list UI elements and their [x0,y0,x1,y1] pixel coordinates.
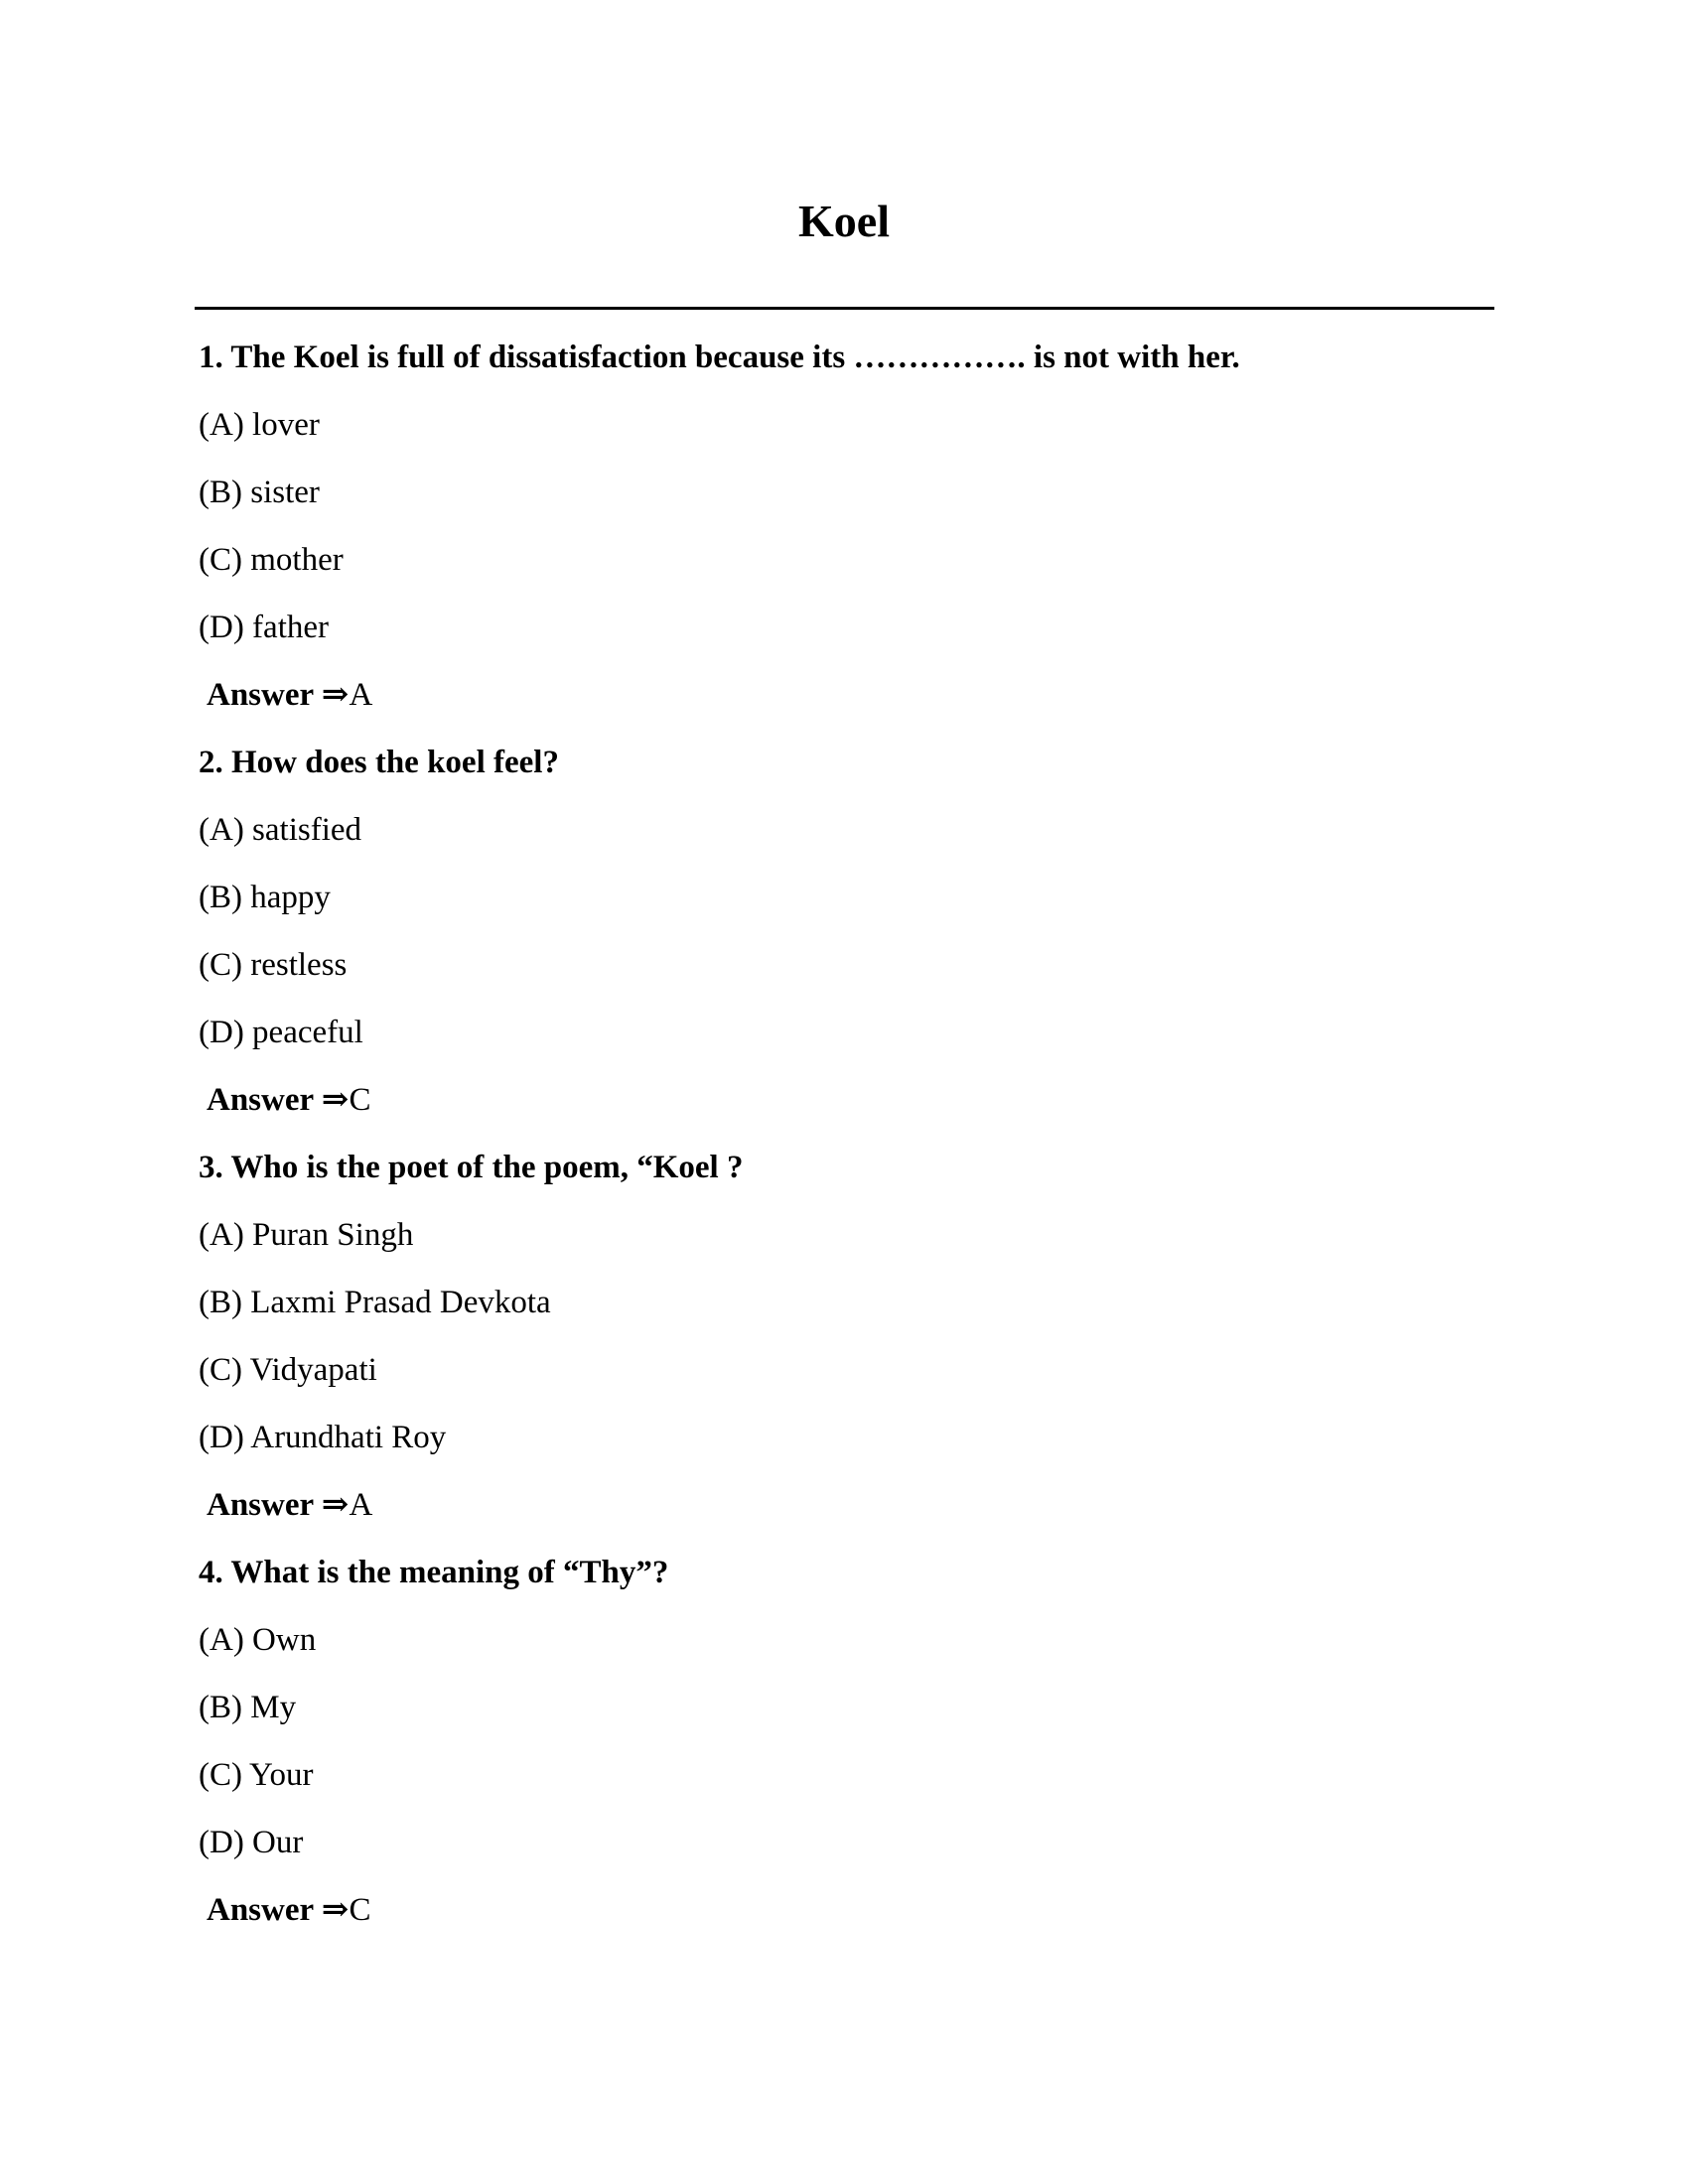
option-a: (A) Own [199,1622,317,1658]
answer [199,1066,1489,1134]
option-c: (C) mother [199,542,344,578]
question-block [199,324,1489,729]
answer-value: A [349,677,373,713]
option-a: (A) Puran Singh [199,1217,414,1253]
question-list [199,324,1489,1944]
option-b: (B) My [199,1690,297,1725]
page-title: Koel [798,196,890,246]
answer-label: Answer ⇒ [207,1892,350,1928]
question-text: 4. What is the meaning of “Thy”? [199,1555,669,1590]
answer-label: Answer ⇒ [207,1082,350,1118]
answer-value: C [349,1082,371,1118]
question-text: 1. The Koel is full of dissatisfaction because its ……………. is not with her. [199,340,1240,375]
option-c: (C) Your [199,1757,314,1793]
answer-value: A [349,1487,373,1523]
option-b: (B) Laxmi Prasad Devkota [199,1285,551,1320]
option-d: (D) Our [199,1825,304,1860]
answer-label: Answer ⇒ [207,1487,350,1523]
question-block [199,1539,1489,1944]
answer [199,1471,1489,1539]
option-c: (C) restless [199,947,348,983]
option-d: (D) Arundhati Roy [199,1420,447,1455]
question-text: 2. How does the koel feel? [199,745,559,780]
option-a: (A) lover [199,407,320,443]
option-b: (B) happy [199,880,331,915]
answer-value: C [349,1892,371,1928]
option-d: (D) father [199,610,330,645]
title-divider [195,307,1494,310]
question-text: 3. Who is the poet of the poem, “Koel ? [199,1150,744,1185]
question-block [199,729,1489,1134]
option-b: (B) sister [199,475,320,510]
option-c: (C) Vidyapati [199,1352,377,1388]
option-a: (A) satisfied [199,812,362,848]
answer [199,661,1489,729]
option-d: (D) peaceful [199,1015,363,1050]
answer [199,1876,1489,1944]
answer-label: Answer ⇒ [207,677,350,713]
question-block [199,1134,1489,1539]
